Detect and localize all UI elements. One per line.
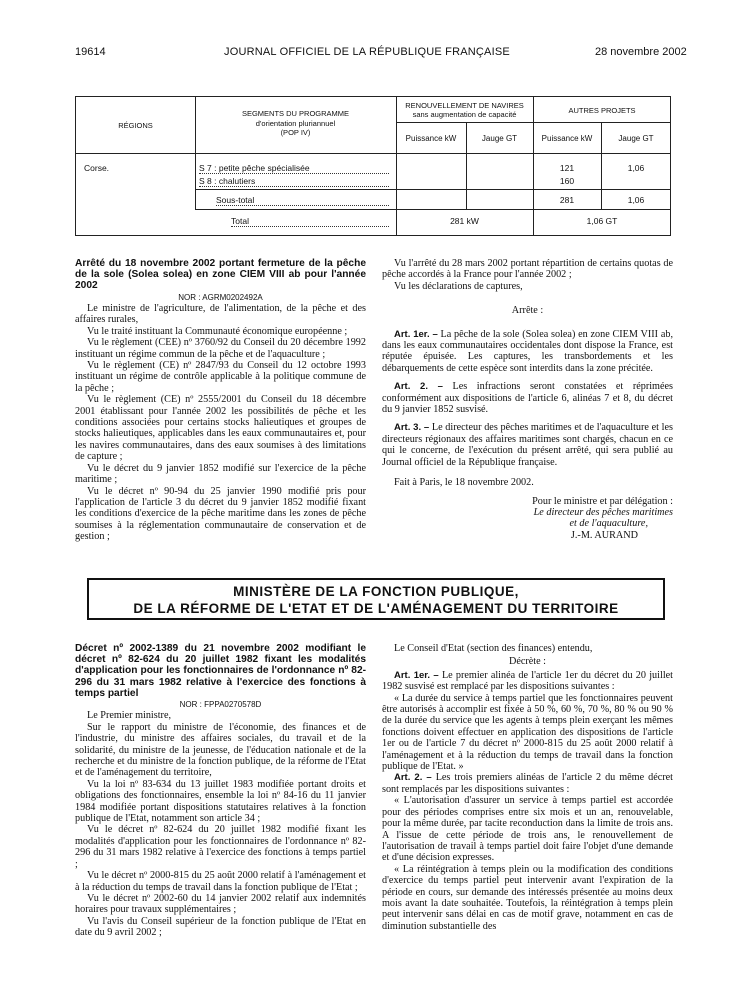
col-header-regions: RÉGIONS	[118, 121, 153, 130]
col-header-segments: SEGMENTS DU PROGRAMME	[241, 109, 350, 118]
decret-quote: « La durée du service à temps partiel que les fonctionnaires peuvent être autorisés à accomplir est fixée à 50 %, 60 %, 70 %, 80 % ou 90 % de la durée du service que les agents à temps plein exerçant les mêmes fonctions doivent effectuer en application des dispositions de l'article 1er ou de l'article 7 du décret nº 2000-815 du 25 août 2000 relatif à l'aménagement et à la réduction du temps de travail dans la fonction publique de l'Etat. »	[382, 692, 673, 773]
sub-header-jauge-2: Jauge GT	[618, 134, 654, 143]
ministry-banner	[87, 578, 665, 620]
decret-quote: « L'autorisation d'assurer un service à temps partiel est accordée pour des périodes comprises entre six mois et un an, renouvelable, pour la même durée, par tacite reconduction dans la limite de trois ans. A l'issue de cette période de trois ans, le renouvellement de l'autorisation de travail à temps partiel doit faire l'objet d'une demande et d'une décision expresses.	[382, 795, 673, 864]
arrete-art2-label: Art. 2. –	[394, 381, 443, 393]
arrete-right-column	[382, 258, 673, 541]
decret-title: Décret nº 2002-1389 du 21 novembre 2002 modifiant le décret nº 82-624 du 20 juillet 1982 fixant les modalités d'application pour les fonctionnaires de l'ordonnance nº 82-296 du 31 mars 1982 relative à l'exercice des fonctions à temps partiel	[75, 643, 366, 699]
arrete-sign-line: Le directeur des pêches maritimes	[533, 506, 673, 518]
soustotal-label: Sous-total	[216, 195, 389, 206]
decret-para: Vu le décret nº 2000-815 du 25 août 2000 relatif à l'aménagement et à la réduction du temps de travail dans la fonction publique de l'Etat ;	[75, 870, 366, 893]
col-header-renouvellement-sub: sans augmentation de capacité	[412, 110, 517, 119]
decret-right-column	[382, 643, 673, 932]
arrete-para: Vu le règlement (CE) nº 2847/93 du Conseil du 12 octobre 1993 instituant un régime de contrôle applicable à la politique commune de la pêche ;	[75, 360, 366, 394]
sub-header-puissance-2: Puissance kW	[541, 134, 593, 143]
arrete-para: Vu le règlement (CEE) nº 3760/92 du Conseil du 20 décembre 1992 instituant un régime commun de la pêche et de l'aquaculture ;	[75, 337, 366, 360]
arrete-nor: NOR : AGRM0202492A	[178, 292, 263, 302]
region-cell: Corse.	[84, 163, 110, 173]
arrete-fait: Fait à Paris, le 18 novembre 2002.	[394, 477, 534, 489]
decret-word: Décrète :	[508, 656, 547, 668]
decret-art2-text: Les trois premiers alinéas de l'article 2 du même décret sont remplacés par les dispositions suivantes :	[382, 772, 673, 795]
arrete-sign-line: et de l'aquaculture,	[569, 518, 648, 530]
arrete-art1-label: Art. 1er. –	[394, 328, 438, 340]
decret-quote: « La réintégration à temps plein ou la modification des conditions d'exercice du temps partiel peut intervenir avant l'expiration de la période en cours, sur demande des intéressés présentée au moins deux mois avant la date souhaitée. Toutefois, la réintégration à temps plein peut intervenir sans délai en cas de motif grave, notamment en cas de diminution substantielle des	[382, 863, 673, 932]
arrete-para: Vu le décret nº 90-94 du 25 janvier 1990 modifié pris pour l'application de l'article 3 du décret du 9 janvier 1852 modifié fixant les conditions d'exercice de la pêche maritime dans les zones de pêche soumises à la réglementation communautaire de conservation et de gestion ;	[75, 485, 366, 543]
arrete-left-column	[75, 258, 366, 543]
arrete-para: Vu les déclarations de captures,	[394, 280, 523, 292]
decret-para: Le Conseil d'Etat (section des finances) entendu,	[394, 643, 593, 654]
total-label: Total	[231, 216, 389, 227]
arrete-para: Vu l'arrêté du 28 mars 2002 portant répartition de certains quotas de pêche accordés à la France pour l'année 2002 ;	[382, 258, 673, 281]
arrete-art3-text: Le directeur des pêches maritimes et de l'aquaculture et les directeurs régionaux des affaires maritimes sont chargés, chacun en ce qui le concerne, de l'exécution du présent arrêté, qui sera publié au Journal officiel de la République française.	[382, 422, 673, 468]
arrete-art3-label: Art. 3. –	[394, 422, 430, 434]
decret-art1-text: Le premier alinéa de l'article 1er du décret du 20 juillet 1982 susvisé est remplacé par les dispositions suivantes :	[382, 669, 673, 693]
total-autres: 1,06 GT	[586, 216, 618, 226]
ministry-line-1: MINISTÈRE DE LA FONCTION PUBLIQUE,	[233, 584, 519, 599]
page-number: 19614	[75, 46, 106, 58]
segment-s7: S 7 : petite pêche spécialisée	[199, 163, 389, 174]
col-header-autres: AUTRES PROJETS	[568, 106, 636, 115]
decret-art1-label: Art. 1er. –	[394, 669, 439, 681]
segment-s8: S 8 : chalutiers	[199, 176, 389, 187]
sub-header-puissance-1: Puissance kW	[405, 134, 457, 143]
decret-left-column	[75, 643, 366, 939]
soustotal-jauge: 1,06	[627, 195, 645, 205]
decret-para: Sur le rapport du ministre de l'économie, des finances et de l'industrie, du ministre des affaires sociales, du travail et de la solidarité, du ministre de la jeunesse, de l'éducation nationale et de la recherche et du ministre de la fonction publique, de la réforme de l'Etat et de l'aménagement du territoire,	[75, 721, 366, 779]
s7-jauge: 1,06	[627, 163, 645, 173]
arrete-para: Vu le traité instituant la Communauté économique européenne ;	[87, 325, 348, 337]
decret-para: Vu la loi nº 83-634 du 13 juillet 1983 modifiée portant droits et obligations des fonctionnaires, ensemble la loi nº 84-16 du 11 janvier 1984 modifiée portant dispositions statutaires relatives à la fonction publique de l'Etat, notamment son article 34 ;	[75, 778, 366, 825]
sub-header-jauge-1: Jauge GT	[481, 134, 518, 143]
arrete-para: Vu le décret du 9 janvier 1852 modifié sur l'exercice de la pêche maritime ;	[75, 462, 366, 486]
decret-para: Vu le décret nº 2002-60 du 14 janvier 2002 relatif aux indemnités horaires pour travaux supplémentaires ;	[75, 892, 366, 916]
ministry-line-2: DE LA RÉFORME DE L'ETAT ET DE L'AMÉNAGEMENT DU TERRITOIRE	[133, 601, 619, 616]
arrete-art2-text: Les infractions seront constatées et réprimées conformément aux dispositions de l'article 6, alinéas 7 et 8, du décret du 9 janvier 1852 susvisé.	[382, 381, 673, 416]
decret-art2-label: Art. 2. –	[394, 772, 432, 784]
header-date: 28 novembre 2002	[595, 46, 687, 58]
decret-para: Le Premier ministre,	[87, 710, 172, 722]
arrete-title: Arrêté du 18 novembre 2002 portant fermeture de la pêche de la sole (Solea solea) en zone CIEM VIII ab pour l'année 2002	[75, 258, 366, 292]
col-header-segments-sub: d'orientation pluriannuel	[255, 119, 336, 128]
decret-para: Vu le décret nº 82-624 du 20 juillet 1982 modifié fixant les modalités d'application pour les fonctionnaires de l'ordonnance nº 82-296 du 31 mars 1982 relative à l'exercice des fonctions à temps partiel ;	[75, 824, 366, 870]
arrete-art1-text: La pêche de la sole (Solea solea) en zone CIEM VIII ab, dans les eaux communautaires occidentales dont dispose la France, est réputée épuisée. Les captures, les transbordements et les débarquements de cette espèce sont interdits dans la zone précitée.	[382, 328, 673, 374]
decret-para: Vu l'avis du Conseil supérieur de la fonction publique de l'Etat en date du 9 avril 2002 ;	[75, 915, 366, 939]
arrete-para: Le ministre de l'agriculture, de l'alimentation, de la pêche et des affaires rurales,	[75, 303, 366, 326]
s8-puissance: 160	[559, 176, 575, 186]
allocation-table	[75, 96, 671, 236]
s7-puissance: 121	[559, 163, 575, 173]
arrete-signatory: J.-M. AURAND	[570, 529, 638, 541]
col-header-segments-pop: (POP IV)	[280, 128, 311, 137]
arrete-word: Arrête :	[511, 305, 544, 317]
decret-nor: NOR : FPPA0270578D	[179, 700, 262, 710]
total-renouvellement: 281 kW	[450, 216, 479, 226]
arrete-sign-line: Pour le ministre et par délégation :	[532, 495, 673, 507]
col-header-renouvellement: RENOUVELLEMENT DE NAVIRES	[405, 101, 524, 110]
arrete-para: Vu le règlement (CE) nº 2555/2001 du Conseil du 18 décembre 2001 établissant pour l'année 2002 les possibilités de pêche et les conditions associées pour certains stocks halieutiques et groupes de stocks halieutiques, applicables dans les eaux communautaires et, pour les navires communautaires, dans des eaux soumises à des limitations de capture ;	[75, 394, 366, 463]
journal-title: JOURNAL OFFICIEL DE LA RÉPUBLIQUE FRANÇAISE	[224, 46, 510, 58]
soustotal-puissance: 281	[559, 195, 575, 205]
